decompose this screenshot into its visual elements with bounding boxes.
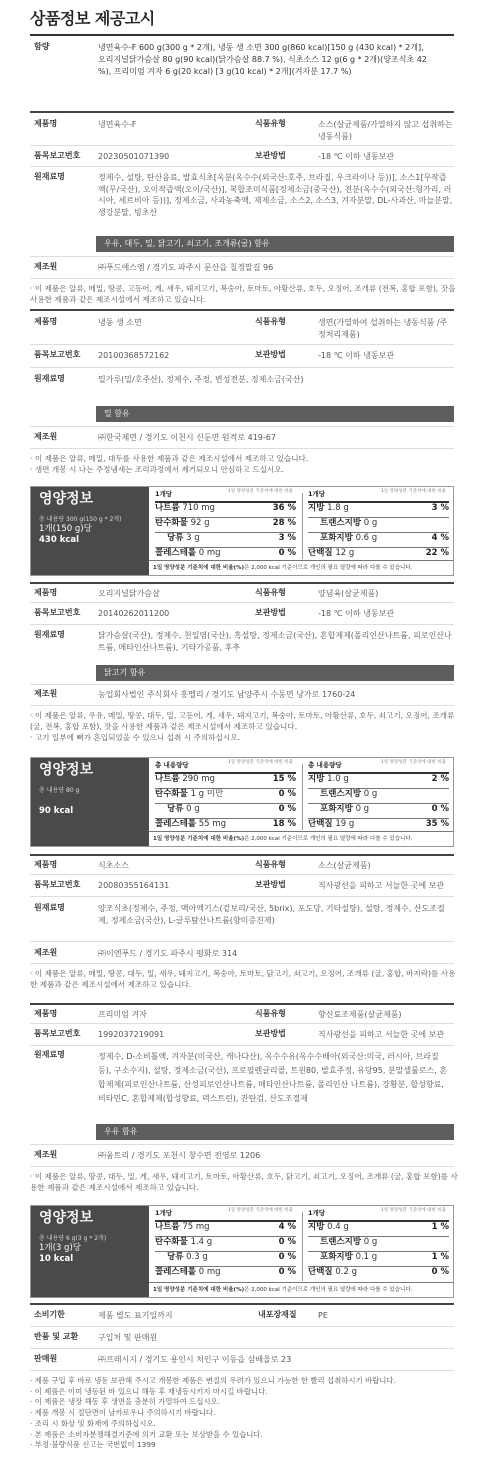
notice: · 이 제품은 알류, 우유, 메밀, 땅콩, 대두, 밀, 고등어, 게, 새우, 돼지고기, 복숭아, 토마토, 아황산류, 호두, 쇠고기, 오징어, 조개류(굴, 전복, 홍합 포함), 잣을 사용한 제품과 같은 제조시설에서 제조하고 있습니다. · 고기 일부에 뼈가 혼입되었을 수 있으니 섭취 시 주의하십시오. bbox=[30, 711, 455, 742]
allergen-band: 우유, 대두, 밀, 닭고기, 쇠고기, 조개류(굴) 함유 bbox=[96, 236, 454, 252]
expiry-label: 소비기한 bbox=[34, 1310, 65, 1319]
divider bbox=[30, 1326, 454, 1327]
nutrition-row bbox=[155, 1267, 221, 1278]
product-name-label: 제품명 bbox=[34, 1009, 58, 1018]
nutrient-amount: 290 mg bbox=[182, 774, 215, 784]
notice: · 이 제품은 알류, 메밀, 대두를 사용한 제품과 같은 제조시설에서 제조하고 있습니다. · 생면 개봉 시 나는 주정냄새는 조리과정에서 제거되오니 안심하고 드십시오. bbox=[30, 454, 309, 474]
nutrition-col-sub: 1일 영양성분 기준치에 대한 비율 bbox=[380, 489, 446, 494]
nutrition-col-head: 총 내용량당 bbox=[308, 761, 342, 769]
nutrition-row bbox=[155, 518, 209, 529]
divider bbox=[30, 941, 454, 942]
divider bbox=[30, 1370, 454, 1371]
nutrition-grid bbox=[149, 487, 453, 575]
nutrition-footnote-text: 은 2,000 kcal 기준이므로 개인의 필요 열량에 따라 다를 수 있습니다. bbox=[244, 565, 413, 571]
nutrition-row bbox=[308, 548, 354, 559]
food-type-value: 소스(살균제품) bbox=[318, 861, 371, 870]
nutrient-percent: 0 % bbox=[431, 1267, 449, 1277]
package-material-value: PE bbox=[318, 1311, 328, 1320]
nutrient-percent: 3 % bbox=[278, 533, 296, 543]
divider bbox=[30, 1045, 454, 1046]
nutrition-grid bbox=[149, 1206, 453, 1297]
storage-label: 보관방법 bbox=[255, 1029, 286, 1038]
notice: · 제품 구입 후 바로 냉동 보관해 주시고 개봉한 제품은 변질의 우려가 있으니 가능한 한 빨리 섭취하시기 바랍니다. · 이 제품은 이미 냉동된 바 있으니 해동 후 재냉동시키지 마시길 바랍니다. · 이 제품은 냉장 해동 후 생면을 충분히 가열하여 드십시오. · 제품 개봉 시 절단면이 날카로우니 주의하시기 바랍니다. · 조리 시 화상 및 화재에 주의하십시오. · 본 제품은 소비자분쟁해결기준에 의거 교환 또는 보상받을 수 있습니다. · 부정·불량식품 신고는 국번없이 1399 bbox=[30, 1376, 396, 1450]
nutrient-percent: 22 % bbox=[425, 548, 449, 558]
nutrition-serving: 1개(150 g)당 bbox=[39, 524, 92, 534]
nutrient-amount: 0 g bbox=[363, 518, 378, 528]
food-type-label: 식품유형 bbox=[255, 588, 286, 597]
product-name-value: 오리지널닭가슴살 bbox=[98, 589, 160, 598]
divider bbox=[30, 684, 454, 685]
report-no-label: 품목보고번호 bbox=[34, 880, 81, 889]
nutrient-percent: 4 % bbox=[278, 1222, 296, 1232]
nutrient-name: 콜레스테롤 bbox=[155, 548, 197, 558]
nutrition-row bbox=[155, 503, 215, 514]
seller-label: 판매원 bbox=[34, 1354, 58, 1363]
report-no-label: 품목보고번호 bbox=[34, 608, 81, 617]
report-no-label: 품목보고번호 bbox=[34, 1029, 81, 1038]
nutrient-percent: 1 % bbox=[431, 1252, 449, 1262]
divider bbox=[30, 963, 454, 964]
nutrient-amount: 1.4 g bbox=[190, 1237, 213, 1247]
nutrition-title-panel bbox=[31, 1206, 149, 1297]
nutrition-title-panel bbox=[31, 758, 149, 846]
nutrient-amount: 3 g bbox=[186, 533, 200, 543]
nutrition-row bbox=[320, 1252, 377, 1263]
nutrient-amount: 55 mg bbox=[198, 819, 226, 829]
nutrition-total: 총 내용량 300 g(150 g * 2개) bbox=[39, 516, 122, 523]
nutrition-table bbox=[30, 486, 454, 576]
divider bbox=[30, 874, 454, 875]
nutrient-amount: 0.3 g bbox=[186, 1252, 208, 1262]
seller-value: ㈜프레시지 / 경기도 용인시 처인구 이동읍 삼배울로 23 bbox=[98, 1355, 292, 1364]
package-material-label: 내포장재질 bbox=[258, 1310, 297, 1319]
nutrient-percent: 0 % bbox=[278, 548, 296, 558]
storage-value: -18 ℃ 이하 냉동보관 bbox=[318, 351, 395, 360]
ingredients-label: 원재료명 bbox=[34, 903, 65, 912]
nutrition-footnote-bold: 1일 영양성분 기준치에 대한 비율(%) bbox=[153, 565, 245, 571]
nutrition-col-sub: 1일 영양성분 기준치에 대한 비율 bbox=[227, 760, 293, 765]
food-type-label: 식품유형 bbox=[255, 1009, 286, 1018]
nutrient-name: 지방 bbox=[308, 774, 325, 784]
nutrition-col-sub: 1일 영양성분 기준치에 대한 비율 bbox=[380, 1208, 446, 1213]
nutrition-row bbox=[155, 774, 215, 785]
nutrition-kcal: 10 kcal bbox=[39, 1254, 74, 1264]
nutrition-row bbox=[308, 503, 349, 514]
nutrition-row bbox=[308, 1222, 349, 1233]
nutrient-name: 단백질 bbox=[308, 1267, 333, 1277]
food-type-value: 소스(살균제품/가열하지 않고 섭취하는 냉동식품) bbox=[318, 120, 453, 141]
food-type-label: 식품유형 bbox=[255, 860, 286, 869]
nutrient-amount: 19 g bbox=[335, 819, 355, 829]
nutrient-amount: 1.8 g bbox=[327, 503, 349, 513]
allergen-band: 우유 함유 bbox=[96, 1124, 454, 1140]
storage-value: -18 ℃ 이하 냉동보관 bbox=[318, 152, 395, 161]
nutrient-percent: 0 % bbox=[278, 1267, 296, 1277]
nutrition-serving: 1개(3 g)당 bbox=[39, 1243, 81, 1253]
nutrition-row bbox=[167, 533, 200, 544]
nutrition-col-sub: 1일 영양성분 기준치에 대한 비율 bbox=[227, 1208, 293, 1213]
divider bbox=[30, 1023, 454, 1024]
nutrition-row bbox=[320, 518, 377, 529]
nutrition-row bbox=[155, 1237, 212, 1248]
divider bbox=[30, 602, 454, 603]
nutrient-name: 탄수화물 bbox=[155, 1237, 188, 1247]
storage-label: 보관방법 bbox=[255, 880, 286, 889]
nutrition-row bbox=[308, 819, 354, 830]
nutrient-amount: 12 g bbox=[335, 548, 355, 558]
nutrition-grid bbox=[149, 758, 453, 846]
divider bbox=[30, 1166, 454, 1167]
nutrition-col-head: 1개당 bbox=[308, 1209, 326, 1217]
ingredients-value: 밀가루(밀/호주산), 정제수, 주정, 변성전분, 정제소금(국산) bbox=[98, 375, 304, 384]
nutrition-table bbox=[30, 757, 454, 847]
divider bbox=[30, 367, 454, 368]
nutrition-title: 영양정보 bbox=[39, 762, 94, 778]
nutrient-percent: 0 % bbox=[278, 1237, 296, 1247]
divider bbox=[30, 278, 454, 279]
nutrient-name: 포화지방 bbox=[320, 1252, 353, 1262]
product-name-value: 프리미엄 겨자 bbox=[98, 1010, 147, 1019]
nutrient-name: 탄수화물 bbox=[155, 518, 188, 528]
divider bbox=[30, 34, 454, 36]
nutrient-name: 지방 bbox=[308, 503, 325, 513]
nutrient-name: 콜레스테롤 bbox=[155, 1267, 197, 1277]
nutrient-name: 트랜스지방 bbox=[320, 789, 362, 799]
divider bbox=[30, 1303, 454, 1305]
maker-value: 농업회사법인 주식회사 흥멜리 / 경기도 남양주시 수동면 낭가로 1760-24 bbox=[98, 690, 356, 699]
nutrition-row bbox=[155, 548, 221, 559]
report-no-value: 20140262011200 bbox=[98, 609, 170, 618]
nutrition-row bbox=[167, 804, 200, 815]
nutrient-name: 나트륨 bbox=[155, 1222, 180, 1232]
divider bbox=[30, 426, 454, 427]
maker-label: 제조원 bbox=[34, 1150, 58, 1159]
nutrition-row bbox=[155, 819, 226, 830]
food-type-label: 식품유형 bbox=[255, 317, 286, 326]
nutrition-col-head: 1개당 bbox=[308, 490, 326, 498]
storage-label: 보관방법 bbox=[255, 151, 286, 160]
maker-label: 제조원 bbox=[34, 432, 58, 441]
nutrient-percent: 3 % bbox=[431, 503, 449, 513]
storage-label: 보관방법 bbox=[255, 608, 286, 617]
divider bbox=[30, 854, 454, 856]
ingredients-value: 닭가슴살(국산), 정제수, 천일염(국산), 흑설탕, 정제소금(국산), 혼합제제(폴리인산나트륨, 피로인산나트륨, 메타인산나트륨), 기타가공품, 후추 bbox=[98, 631, 452, 652]
nutrition-footnote bbox=[149, 560, 453, 575]
nutrient-amount: 0.2 g bbox=[335, 1267, 357, 1277]
ingredients-label: 원재료명 bbox=[34, 172, 65, 181]
nutrient-amount: 0 mg bbox=[198, 1267, 221, 1277]
nutrition-row bbox=[320, 789, 377, 800]
storage-value: 직사광선을 피하고 서늘한 곳에 보관 bbox=[318, 1030, 445, 1039]
nutrient-name: 나트륨 bbox=[155, 503, 180, 513]
divider bbox=[30, 256, 454, 257]
ingredients-label: 원재료명 bbox=[34, 630, 65, 639]
divider bbox=[30, 624, 454, 625]
nutrient-percent: 4 % bbox=[431, 533, 449, 543]
divider bbox=[30, 582, 454, 584]
nutrient-name: 단백질 bbox=[308, 548, 333, 558]
ingredients-value: 양조식초(정제수, 주정, 맥아엑기스(겉보리/국산, 5brix), 포도당, 기타설탕), 설탕, 정제수, 산도조절제, 정제소금(국산), L-글루탐산나트륨(향미증진제) bbox=[98, 904, 445, 925]
nutrition-row bbox=[155, 1222, 210, 1233]
maker-value: ㈜푸드에스엠 / 경기도 파주시 문산읍 칠정말길 96 bbox=[98, 263, 274, 272]
nutrient-name: 지방 bbox=[308, 1222, 325, 1232]
nutrition-kcal: 430 kcal bbox=[39, 535, 80, 545]
report-no-value: 20230501071390 bbox=[98, 152, 170, 161]
content-label: 함량 bbox=[34, 42, 50, 51]
nutrition-row bbox=[320, 804, 369, 815]
divider bbox=[30, 705, 454, 706]
maker-label: 제조원 bbox=[34, 948, 58, 957]
ingredients-label: 원재료명 bbox=[34, 374, 65, 383]
report-no-value: 20100368572162 bbox=[98, 351, 170, 360]
nutrient-percent: 0 % bbox=[278, 804, 296, 814]
page-title: 상품정보 제공고시 bbox=[30, 9, 155, 28]
nutrient-amount: 0.1 g bbox=[355, 1252, 378, 1262]
product-name-label: 제품명 bbox=[34, 317, 58, 326]
nutrient-amount: 0 mg bbox=[198, 548, 221, 558]
ingredients-value: 정제수, 설탕, 탄산음료, 발효식초[옥분(옥수수(외국산:호주, 브라질, 우크라이나 등))], 소스1[무작즙액(무/국산), 오이작즙액(오이/국산)], 복합조미식품[정제소금(중국산), 전분(옥수수(외국산:헝가리, 러시아, 세르비아 등))], 정제소금, 사과농축액, 재제소금, 소스2, 소스3, 겨자분말, DL-사과산, 마늘분말, 생강분말, 빙초산 bbox=[98, 173, 453, 217]
report-no-label: 품목보고번호 bbox=[34, 350, 81, 359]
nutrition-col-head: 총 내용량당 bbox=[155, 761, 189, 769]
nutrient-percent: 0 % bbox=[278, 1252, 296, 1262]
nutrition-row bbox=[308, 1267, 357, 1278]
nutrition-row bbox=[320, 533, 377, 544]
nutrient-amount: 710 mg bbox=[182, 503, 215, 513]
nutrient-name: 당류 bbox=[167, 1252, 184, 1262]
divider bbox=[30, 1144, 454, 1145]
nutrition-table bbox=[30, 1205, 454, 1298]
storage-value: -18 ℃ 이하 냉동보관 bbox=[318, 609, 395, 618]
nutrient-amount: 1 g 미만 bbox=[190, 789, 224, 799]
nutrient-percent: 18 % bbox=[272, 819, 296, 829]
storage-label: 보관방법 bbox=[255, 350, 286, 359]
nutrient-name: 탄수화물 bbox=[155, 789, 188, 799]
nutrient-amount: 1.0 g bbox=[327, 774, 349, 784]
food-type-label: 식품유형 bbox=[255, 119, 286, 128]
food-type-value: 향신료조제품(살균제품) bbox=[318, 1010, 402, 1019]
nutrient-name: 트랜스지방 bbox=[320, 1237, 362, 1247]
nutrition-footnote-text: 은 2,000 kcal 기준이므로 개인의 필요 열량에 따라 다를 수 있습니다. bbox=[244, 1287, 413, 1293]
nutrition-total: 총 내용량 80 g bbox=[39, 787, 80, 794]
nutrition-vdivider bbox=[302, 764, 303, 830]
nutrient-amount: 0 g bbox=[355, 804, 370, 814]
nutrition-col-sub: 1일 영양성분 기준치에 대한 비율 bbox=[227, 489, 293, 494]
allergen-band: 밀 함유 bbox=[96, 406, 454, 422]
nutrient-name: 당류 bbox=[167, 804, 184, 814]
nutrition-footnote bbox=[149, 1282, 453, 1297]
nutrient-amount: 0 g bbox=[363, 789, 378, 799]
maker-label: 제조원 bbox=[34, 262, 58, 271]
nutrition-vdivider bbox=[302, 493, 303, 559]
allergen-band: 닭고기 함유 bbox=[96, 665, 454, 681]
nutrient-percent: 0 % bbox=[431, 804, 449, 814]
divider bbox=[30, 145, 454, 146]
divider bbox=[30, 111, 454, 113]
notice: · 이 제품은 알류, 메밀, 땅콩, 고등어, 게, 새우, 돼지고기, 복숭아, 토마토, 아황산류, 호두, 오징어, 조개류 (전복, 홍합 포함), 잣을 사용한 제품과 같은 제조시설에서 제조하고 있습니다. bbox=[30, 284, 456, 304]
divider bbox=[30, 896, 454, 897]
nutrition-col-sub: 1일 영양성분 기준치에 대한 비율 bbox=[380, 760, 446, 765]
storage-value: 직사광선을 피하고 서늘한 곳에 보관 bbox=[318, 881, 445, 890]
maker-label: 제조원 bbox=[34, 689, 58, 698]
nutrition-row bbox=[308, 774, 349, 785]
divider bbox=[30, 166, 454, 167]
divider bbox=[30, 1348, 454, 1349]
divider bbox=[30, 1003, 454, 1005]
nutrient-amount: 0.4 g bbox=[327, 1222, 349, 1232]
nutrition-row bbox=[167, 1252, 208, 1263]
nutrient-name: 트랜스지방 bbox=[320, 518, 362, 528]
nutrient-percent: 36 % bbox=[272, 503, 296, 513]
nutrient-percent: 28 % bbox=[272, 518, 296, 528]
nutrient-name: 당류 bbox=[167, 533, 184, 543]
nutrition-title: 영양정보 bbox=[39, 491, 94, 507]
nutrient-amount: 0 g bbox=[186, 804, 200, 814]
food-type-value: 생면(가열하여 섭취하는 냉동식품 /주정처리제품) bbox=[318, 318, 448, 339]
maker-value: ㈜한국제면 / 경기도 이천시 신둔면 원적로 419-67 bbox=[98, 433, 276, 442]
ingredients-value: 정제수, D-소비톨액, 겨자분(미국산, 캐나다산), 옥수수유(옥수수배아(외국산:미국, 러시아, 브라질 등), 구소수지), 설탕, 정제소금(국산), 프로필렌글리콜, 트윈80, 발효주정, 유당95, 분말셀룰로스, 혼합제제(피로인산나트륨, 산성피로인산나트륨, 메타인산나트륨, 폴리인산 나트륨), 강황분, 합성향료, 비타민C, 혼합제제(합성향료, 덱스트린), 잔탄검, 산도조절제 bbox=[98, 1052, 448, 1103]
notice: · 이 제품은 알류, 메밀, 땅콩, 대두, 밀, 새우, 돼지고기, 복숭아, 토마토, 닭고기, 쇠고기, 오징어, 조개류 (굴, 홍합, 바지락)를 사용한 제품과 같은 제조시설에서 제조하고 있습니다. bbox=[30, 969, 456, 989]
content-value: 냉면육수-F 600 g(300 g * 2개), 냉동 생 소면 300 g(860 kcal)[150 g (430 kcal) * 2개], 오리지널닭가슴살 80 g(90 kcal)(닭가슴살 88.7 %), 식초소스 12 g(6 g * 2개)(양조식초 42 %), 프리미엄 겨자 6 g(20 kcal) [3 g(10 kcal) * 2개](겨자분 17.7 %) bbox=[98, 43, 427, 76]
nutrient-percent: 0 % bbox=[278, 789, 296, 799]
notice: · 이 제품은 알류, 땅콩, 대두, 밀, 게, 새우, 돼지고기, 토마토, 아황산류, 호두, 닭고기, 쇠고기, 오징어, 조개류 (굴, 홍합 포함)를 사용한 제품과 같은 제조시설에서 제조하고 있습니다. bbox=[30, 1172, 458, 1192]
nutrient-amount: 75 mg bbox=[182, 1222, 210, 1232]
nutrient-name: 포화지방 bbox=[320, 804, 353, 814]
nutrition-vdivider bbox=[302, 1212, 303, 1281]
nutrition-footnote-bold: 1일 영양성분 기준치에 대한 비율(%) bbox=[153, 836, 245, 842]
nutrition-footnote-bold: 1일 영양성분 기준치에 대한 비율(%) bbox=[153, 1287, 245, 1293]
nutrient-name: 포화지방 bbox=[320, 533, 353, 543]
nutrient-amount: 92 g bbox=[190, 518, 210, 528]
nutrition-footnote bbox=[149, 831, 453, 846]
nutrition-row bbox=[155, 789, 223, 800]
nutrient-percent: 35 % bbox=[425, 819, 449, 829]
nutrient-percent: 1 % bbox=[431, 1222, 449, 1232]
nutrition-title-panel bbox=[31, 487, 149, 575]
divider bbox=[30, 448, 454, 449]
return-value: 구입처 및 판매원 bbox=[98, 1333, 158, 1342]
expiry-value: 제품 별도 표기일까지 bbox=[98, 1311, 173, 1320]
nutrient-percent: 2 % bbox=[431, 774, 449, 784]
divider bbox=[30, 344, 454, 345]
nutrition-kcal: 90 kcal bbox=[39, 806, 74, 816]
product-name-value: 냉동 생 소면 bbox=[98, 318, 142, 327]
product-name-value: 식초소스 bbox=[98, 861, 129, 870]
nutrition-title: 영양정보 bbox=[39, 1210, 94, 1226]
nutrition-footnote-text: 은 2,000 kcal 기준이므로 개인의 필요 열량에 따라 다를 수 있습니다. bbox=[244, 836, 413, 842]
food-type-value: 양념육(살균제품) bbox=[318, 589, 379, 598]
nutrient-percent: 15 % bbox=[272, 774, 296, 784]
maker-value: ㈜움트리 / 경기도 포천시 창수면 전영로 1206 bbox=[98, 1151, 261, 1160]
nutrient-amount: 0 g bbox=[363, 1237, 378, 1247]
nutrient-name: 나트륨 bbox=[155, 774, 180, 784]
nutrition-row bbox=[320, 1237, 377, 1248]
maker-value: ㈜이엔푸드 / 경기도 파주시 평화로 314 bbox=[98, 949, 238, 958]
return-label: 반품 및 교환 bbox=[34, 1332, 79, 1341]
product-name-label: 제품명 bbox=[34, 119, 58, 128]
nutrient-name: 콜레스테롤 bbox=[155, 819, 197, 829]
nutrient-amount: 0.6 g bbox=[355, 533, 378, 543]
product-name-label: 제품명 bbox=[34, 588, 58, 597]
report-no-value: 20080355164131 bbox=[98, 881, 170, 890]
nutrition-col-head: 1개당 bbox=[155, 490, 173, 498]
nutrition-col-head: 1개당 bbox=[155, 1209, 173, 1217]
nutrition-total: 총 내용량 6 g(3 g * 2개) bbox=[39, 1235, 107, 1242]
product-name-value: 냉면육수-F bbox=[98, 120, 137, 129]
nutrient-name: 단백질 bbox=[308, 819, 333, 829]
report-no-label: 품목보고번호 bbox=[34, 151, 81, 160]
divider bbox=[30, 309, 454, 311]
ingredients-label: 원재료명 bbox=[34, 1050, 65, 1059]
product-name-label: 제품명 bbox=[34, 860, 58, 869]
report-no-value: 1992037219091 bbox=[98, 1030, 165, 1039]
